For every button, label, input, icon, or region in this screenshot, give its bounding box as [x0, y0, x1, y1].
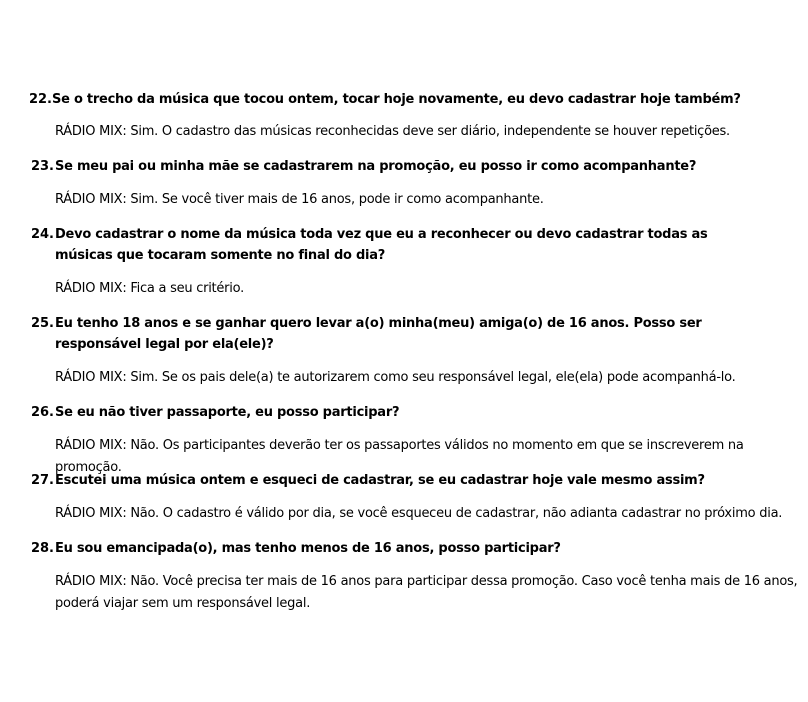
question-number: 23.: [30, 159, 54, 174]
question-text: Eu sou emancipada(o), mas tenho menos de 16 anos, posso participar?: [55, 541, 561, 556]
question-text: Se eu não tiver passaporte, eu posso participar?: [55, 405, 400, 420]
question-text: Escutei uma música ontem e esqueci de cadastrar, se eu cadastrar hoje vale mesmo assim?: [55, 473, 705, 488]
answer-text: RÁDIO MIX: Sim. Se os pais dele(a) te autorizarem como seu responsável legal, ele(ela) pode acompanhá-lo.: [55, 370, 736, 385]
question-text: Se meu pai ou minha mãe se cadastrarem na promoção, eu posso ir como acompanhante?: [55, 159, 697, 174]
answer-text: RÁDIO MIX: Fica a seu critério.: [55, 281, 244, 296]
question-text: Devo cadastrar o nome da música toda vez que eu a reconhecer ou devo cadastrar todas as músicas que tocaram somente no final do dia?: [55, 227, 708, 263]
question-number: 24.: [30, 227, 54, 242]
question-text: Se o trecho da música que tocou ontem, tocar hoje novamente, eu devo cadastrar hoje também?: [52, 92, 741, 107]
answer-text: RÁDIO MIX: Não. Você precisa ter mais de 16 anos para participar dessa promoção. Caso você tenha mais de 16 anos, poderá viajar sem um responsável legal.: [55, 574, 798, 611]
answer-text: RÁDIO MIX: Não. O cadastro é válido por dia, se você esqueceu de cadastrar, não adianta cadastrar no próximo dia.: [55, 506, 783, 521]
question-number: 28.: [30, 541, 54, 556]
answer-text: RÁDIO MIX: Sim. Se você tiver mais de 16 anos, pode ir como acompanhante.: [55, 192, 544, 207]
question-number: 26.: [30, 405, 54, 420]
question-number: 22.: [28, 92, 52, 107]
answer-text: RÁDIO MIX: Sim. O cadastro das músicas reconhecidas deve ser diário, independente se houver repetições.: [55, 124, 730, 139]
answer-text: RÁDIO MIX: Não. Os participantes deverão ter os passaportes válidos no momento em que se inscreverem na promoção.: [55, 438, 744, 475]
question-number: 27.: [30, 473, 54, 488]
question-text: Eu tenho 18 anos e se ganhar quero levar a(o) minha(meu) amiga(o) de 16 anos. Posso ser responsável legal por ela(ele)?: [55, 316, 702, 352]
question-number: 25.: [30, 316, 54, 331]
